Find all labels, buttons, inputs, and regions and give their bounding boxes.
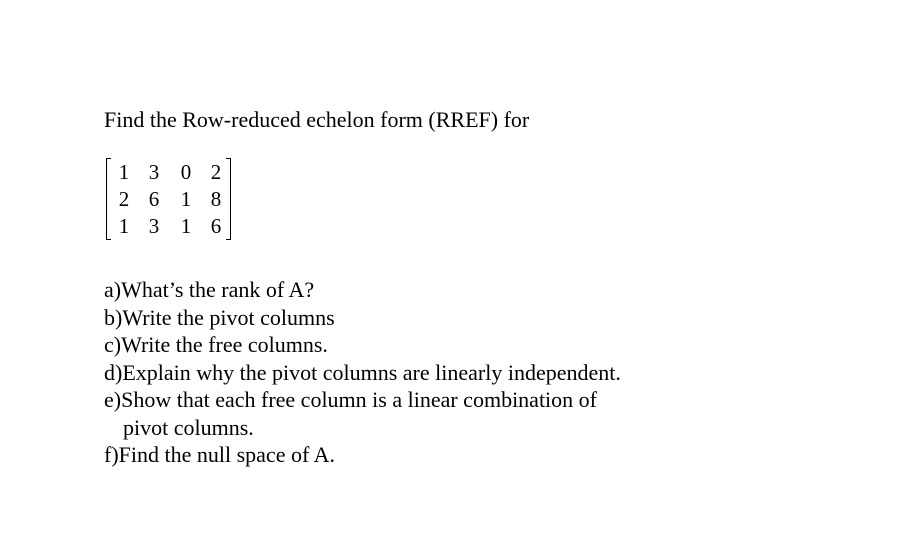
matrix-a	[106, 158, 232, 242]
matrix-left-bracket	[106, 158, 111, 240]
matrix-cell: 1	[180, 214, 192, 238]
matrix-cell: 3	[148, 160, 160, 184]
matrix-cell: 1	[118, 214, 130, 238]
matrix-cell: 1	[180, 187, 192, 211]
question-list	[104, 276, 621, 469]
question-b: b)Write the pivot columns	[104, 304, 335, 330]
matrix-cell: 2	[118, 187, 130, 211]
matrix-cell: 0	[180, 160, 192, 184]
matrix-right-bracket	[226, 158, 231, 240]
question-a: a)What’s the rank of A?	[104, 277, 315, 302]
question-d: d)Explain why the pivot columns are linearly independent.	[104, 359, 621, 385]
matrix-cell: 6	[148, 187, 160, 211]
question-f: f)Find the null space of A.	[104, 442, 335, 467]
matrix-cell: 6	[210, 214, 222, 238]
matrix-cell: 8	[210, 187, 222, 211]
matrix-cell: 3	[148, 214, 160, 238]
problem-heading: Find the Row-reduced echelon form (RREF) for	[104, 107, 530, 132]
question-c: c)Write the free columns.	[104, 332, 328, 357]
question-e-continued: pivot columns.	[123, 414, 254, 440]
question-e: e)Show that each free column is a linear combination of	[104, 387, 597, 412]
matrix-cell: 2	[210, 160, 222, 184]
matrix-cell: 1	[118, 160, 130, 184]
